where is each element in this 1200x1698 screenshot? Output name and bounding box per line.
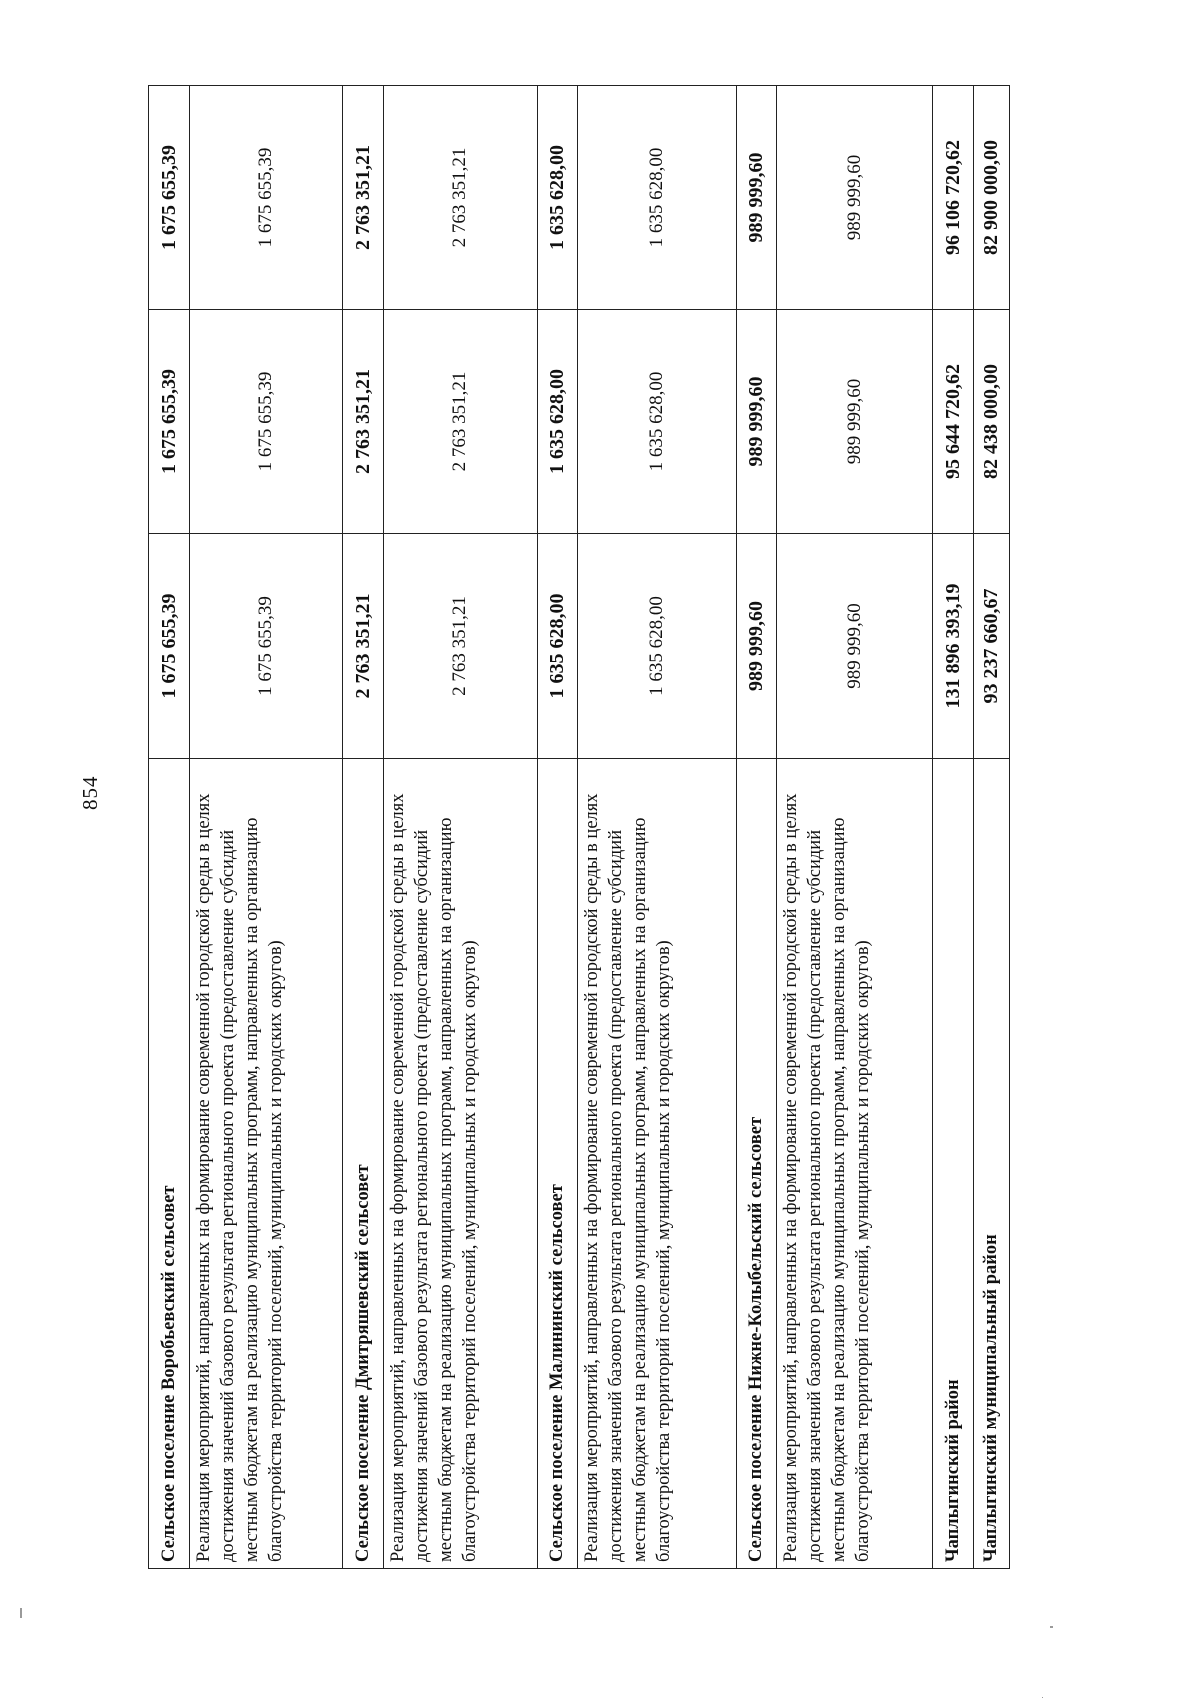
scan-mark [1050,1626,1053,1628]
row-value-3: 989 999,60 [777,86,933,310]
row-value-3: 989 999,60 [736,86,777,310]
row-value-1: 989 999,60 [777,534,933,759]
table-row-dmitryashevsky-total [343,86,384,1569]
table-row-nizhne-kolybelsky-total [736,86,777,1569]
row-name: Чаплыгинский муниципальный район [973,759,1009,1569]
row-name: Сельское поселение Дмитряшевский сельсовет [343,759,384,1569]
row-value-2: 989 999,60 [736,310,777,534]
row-value-3: 1 675 655,39 [189,86,343,310]
row-value-3: 2 763 351,21 [384,86,538,310]
table-row-chaplyginsky-district [933,86,974,1569]
row-name: Чаплыгинский район [933,759,974,1569]
scan-mark [20,1608,22,1618]
row-value-1: 1 635 628,00 [578,534,736,759]
table-row-vorobyevsky-total [149,86,190,1569]
row-value-1: 2 763 351,21 [343,534,384,759]
row-value-2: 1 675 655,39 [189,310,343,534]
row-value-3: 96 106 720,62 [933,86,974,310]
row-name: Реализация мероприятий, направленных на формирование современной городской среды в целях достижения значений базового результата регионального проекта (предоставление субсидий местным бюджетам на реализацию муниципальных программ, направленных на организацию благоустройства территорий поселений, муниципальных и городских округов) [777,759,933,1569]
row-value-2: 1 635 628,00 [537,310,578,534]
row-value-1: 93 237 660,67 [973,534,1009,759]
row-value-1: 989 999,60 [736,534,777,759]
row-name: Реализация мероприятий, направленных на формирование современной городской среды в целях достижения значений базового результата регионального проекта (предоставление субсидий местным бюджетам на реализацию муниципальных программ, направленных на организацию благоустройства территорий поселений, муниципальных и городских округов) [384,759,538,1569]
table-row-malininsky-total [537,86,578,1569]
table-row-chaplyginsky-municipal-district [973,86,1009,1569]
row-value-3: 1 635 628,00 [578,86,736,310]
row-value-1: 2 763 351,21 [384,534,538,759]
row-value-3: 1 675 655,39 [149,86,190,310]
row-value-1: 1 635 628,00 [537,534,578,759]
row-value-1: 1 675 655,39 [189,534,343,759]
row-value-3: 2 763 351,21 [343,86,384,310]
row-value-2: 2 763 351,21 [384,310,538,534]
row-name: Сельское поселение Нижне-Колыбельский сельсовет [736,759,777,1569]
table-row-dmitryashevsky-measure [384,86,538,1569]
row-name: Реализация мероприятий, направленных на формирование современной городской среды в целях достижения значений базового результата регионального проекта (предоставление субсидий местным бюджетам на реализацию муниципальных программ, направленных на организацию благоустройства территорий поселений, муниципальных и городских округов) [578,759,736,1569]
budget-table [148,85,1010,1569]
row-value-2: 1 635 628,00 [578,310,736,534]
budget-table-container [148,86,1010,1569]
table-row-vorobyevsky-measure [189,86,343,1569]
row-value-1: 1 675 655,39 [149,534,190,759]
table-row-malininsky-measure [578,86,736,1569]
page-number: 854 [78,775,102,810]
row-value-2: 82 438 000,00 [973,310,1009,534]
row-name: Сельское поселение Малининский сельсовет [537,759,578,1569]
row-name: Реализация мероприятий, направленных на формирование современной городской среды в целях достижения значений базового результата регионального проекта (предоставление субсидий местным бюджетам на реализацию муниципальных программ, направленных на организацию благоустройства территорий поселений, муниципальных и городских округов) [189,759,343,1569]
row-value-2: 2 763 351,21 [343,310,384,534]
row-value-3: 82 900 000,00 [973,86,1009,310]
row-value-2: 989 999,60 [777,310,933,534]
row-value-1: 131 896 393,19 [933,534,974,759]
table-row-nizhne-kolybelsky-measure [777,86,933,1569]
row-value-2: 95 644 720,62 [933,310,974,534]
row-value-2: 1 675 655,39 [149,310,190,534]
row-name: Сельское поселение Воробьевский сельсовет [149,759,190,1569]
row-value-3: 1 635 628,00 [537,86,578,310]
